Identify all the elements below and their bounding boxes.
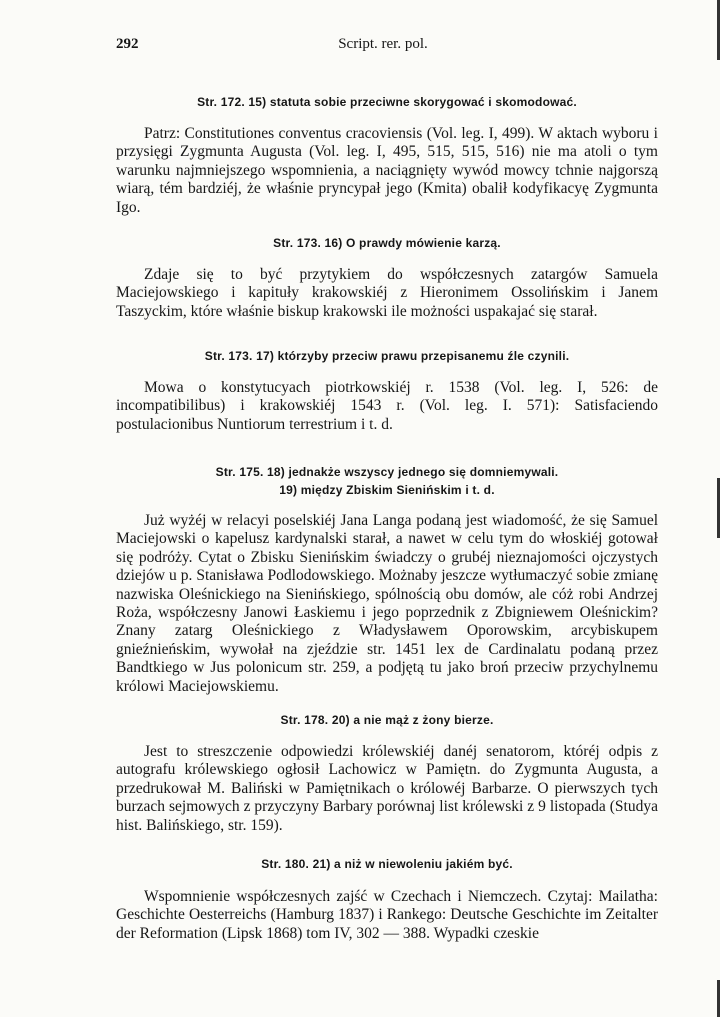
section-heading: Str. 173. 16) O prawdy mówienie karzą. [273,236,501,250]
page-number: 292 [116,36,139,52]
section-body: Wspomnienie współczesnych zajść w Czechach i Niemczech. Czytaj: Mailatha: Geschichte Oesterreichs (Hamburg 1837) i Rankego: Deutsche Geschichte im Zeitalter der Reformation (Lipsk 1868) tom IV, 302 — 388. Wypadki czeskie [116,888,658,942]
section-heading: Str. 175. 18) jednakże wszyscy jednego się domniemywali. [215,465,559,479]
section-body: Jest to streszczenie odpowiedzi królewskiéj danéj senatorom, któréj odpis z autografu królewskiego ogłosił Lachowicz w Pamiętn. do Zygmunta Augusta, a przedrukował M. Baliński w Pamiętnikach o królowéj Barbarze. O pierwszych tych burzach sejmowych z przyczyny Barbary porównaj list królewski z 9 listopada (Studya hist. Balińskiego, str. 159). [116,743,658,834]
section-body: Mowa o konstytucyach piotrkowskiéj r. 1538 (Vol. leg. I, 526: de incompatibilibus) i krakowskiéj 1543 r. (Vol. leg. I. 571): Satisfaciendo postulacionibus Nuntiorum terrestrium i t. d. [116,379,658,433]
section-heading: Str. 180. 21) a niż w niewoleniu jakiém być. [261,857,513,871]
section-heading: Str. 178. 20) a nie mąż z żony bierze. [280,713,494,727]
section-heading-continued: 19) między Zbiskim Sienińskim i t. d. [279,483,495,497]
section-body: Już wyżéj w relacyi poselskiéj Jana Langa podaną jest wiadomość, że się Samuel Maciejowski o kapelusz kardynalski starał, a nawet w celu tym do włoskiéj gotował się podróży. Cytat o Zbisku Sienińskim świadczy o grubéj nieznajomości ojczystych dziejów u p. Stanisława Podlodowskiego. Możnaby jeszcze wytłumaczyć sobie zmianę nazwiska Oleśnickiego na Sienińskiego, spólnością obu domów, ale cóż robi Andrzej Roża, współczesny Janowi Łaskiemu i jego poprzednik z Zbigniewem Oleśnickim? Znany zatarg Oleśnickiego z Władysławem Oporowskim, arcybiskupem gnieźnieńskim, wywołał na zjeździe str. 1451 lex de Cardinalatu podaną przez Bandtkiego w Jus polonicum str. 259, a podjętą tu jako broń przeciw przychylnemu królowi Maciejowskiemu. [116,512,658,695]
running-header [116,36,650,56]
section-heading: Str. 172. 15) statuta sobie przeciwne skorygować i skomodować. [197,95,577,109]
section-body: Patrz: Constitutiones conventus cracoviensis (Vol. leg. I, 499). W aktach wyboru i przysięgi Zygmunta Augusta (Vol. leg. I, 495, 515, 515, 516) nie ma atoli o tym warunku najmniejszego wspomnienia, a naciągnięty wywód mowcy tchnie najgorszą wiarą, tém bardziéj, że właśnie pryncypał jego (Kmita) obalił kodyfikacyę Zygmunta Igo. [116,125,658,216]
section-heading: Str. 173. 17) którzyby przeciw prawu przepisanemu źle czynili. [204,349,570,363]
running-title: Script. rer. pol. [338,36,428,52]
section-body: Zdaje się to być przytykiem do współczesnych zatargów Samuela Maciejowskiego i kapituły krakowskiéj z Hieronimem Ossolińskim i Janem Taszyckim, które właśnie biskup krakowski ile możności uspakajać się starał. [116,266,658,320]
